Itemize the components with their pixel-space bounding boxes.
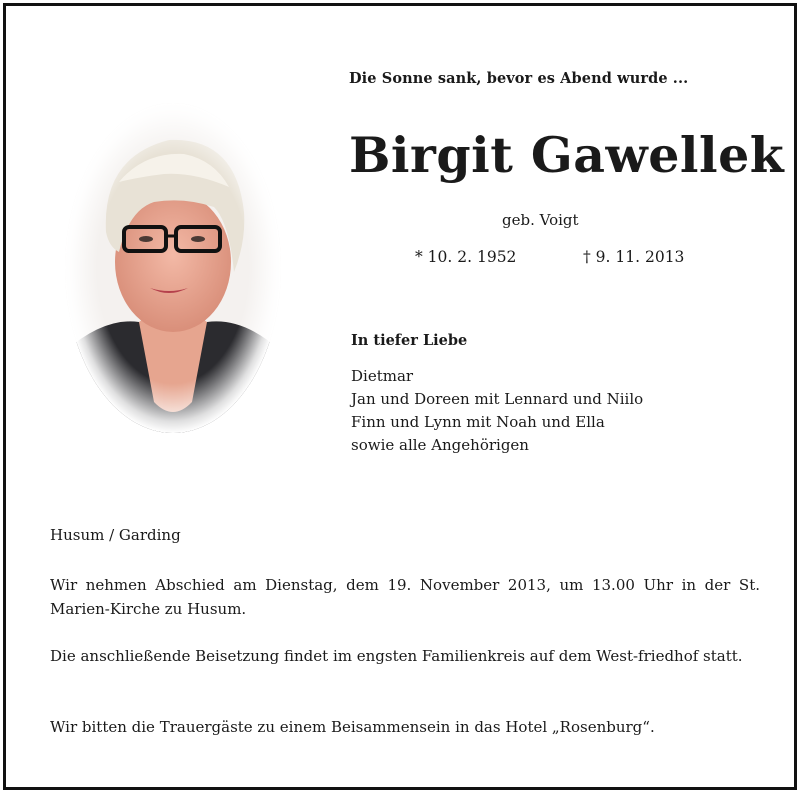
mourners-list (351, 365, 643, 457)
mourner-line: Jan und Doreen mit Lennard und Niilo (351, 390, 644, 408)
mourner-line: sowie alle Angehörigen (351, 436, 529, 454)
mourners-heading: In tiefer Liebe (351, 332, 468, 349)
obituary-frame (3, 3, 797, 790)
mourner-line: Finn und Lynn mit Noah und Ella (351, 413, 605, 431)
reception-paragraph: Wir bitten die Trauergäste zu einem Beisammensein in das Hotel „Rosenburg“. (50, 718, 655, 736)
deceased-name: Birgit Gawellek (349, 126, 785, 184)
portrait-photo (64, 102, 282, 434)
maiden-name: geb. Voigt (502, 211, 579, 229)
burial-paragraph: Die anschließende Beisetzung findet im engsten Familienkreis auf dem West-friedhof statt. (50, 647, 743, 665)
death-date: † 9. 11. 2013 (583, 248, 685, 266)
mourner-line: Dietmar (351, 367, 414, 385)
farewell-paragraph: Wir nehmen Abschied am Dienstag, dem 19. November 2013, um 13.00 Uhr in der St. Marien-Kirche zu Husum. (50, 576, 760, 618)
motto: Die Sonne sank, bevor es Abend wurde ... (349, 70, 689, 87)
birth-date: * 10. 2. 1952 (415, 248, 517, 266)
place: Husum / Garding (50, 526, 181, 544)
